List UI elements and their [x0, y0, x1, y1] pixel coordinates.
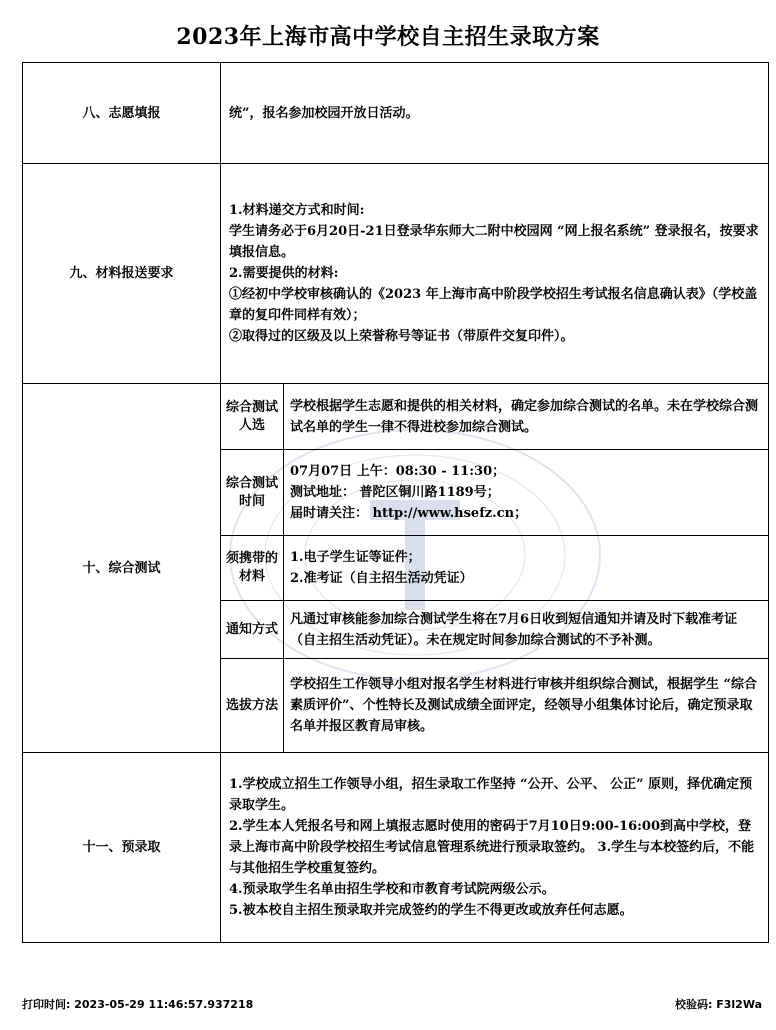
section-label-9: 九、材料报送要求 — [23, 164, 221, 384]
sub-label-candidates: 综合测试人选 — [221, 384, 284, 450]
s9-line: 1.材料递交方式和时间: — [229, 203, 365, 218]
check-code-value: F3l2Wa — [716, 998, 762, 1011]
check-code-label: 校验码: — [674, 998, 713, 1011]
sub-label-selection: 选拔方法 — [221, 659, 284, 753]
section-label-8: 八、志愿填报 — [23, 63, 221, 164]
print-time-value: 2023-05-29 11:46:57.937218 — [74, 998, 254, 1011]
material-line: 2.准考证（自主招生活动凭证） — [290, 571, 473, 586]
sub-content-time — [284, 450, 769, 536]
admission-plan-table — [22, 62, 769, 943]
s9-line: ①经初中学校审核确认的《2023 年上海市高中阶段学校招生考试报名信息确认表》（学校盖章的复印件同样有效）； — [229, 287, 758, 323]
sub-content-selection: 学校招生工作领导小组对报名学生材料进行审核并组织综合测试，根据学生 “综合素质评价”、个性特长及测试成绩全面评定，经领导小组集体讨论后，确定预录取名单并报区教育局审核。 — [284, 659, 769, 753]
sub-content-materials — [284, 536, 769, 601]
section-content-11 — [221, 753, 769, 943]
s11-line: 2.学生本人凭报名号和网上填报志愿时使用的密码于7月10日9:00-16:00到高中学校，登录上海市高中阶段学校招生考试信息管理系统进行预录取签约。 3.学生与本校签约后，不能与其他招生学校重复签约。 — [229, 819, 755, 876]
address-line: 测试地址： 普陀区铜川路1189号； — [290, 485, 500, 500]
section-row-9 — [23, 164, 769, 384]
s9-line: ②取得过的区级及以上荣誉称号等证书（带原件交复印件）。 — [229, 329, 574, 344]
s11-line: 5.被本校自主招生预录取并完成签约的学生不得更改或放弃任何志愿。 — [229, 903, 633, 918]
check-code — [675, 996, 762, 1012]
section-content-8: 统”，报名参加校园开放日活动。 — [221, 63, 769, 164]
s11-line: 4.预录取学生名单由招生学校和市教育考试院两级公示。 — [229, 882, 555, 897]
s9-line: 2.需要提供的材料: — [229, 266, 339, 281]
sub-label-materials: 须携带的材料 — [221, 536, 284, 601]
s9-line: 学生请务必于6月20日-21日登录华东师大二附中校园网 “网上报名系统” 登录报名，按要求填报信息。 — [229, 224, 759, 260]
section-row-11 — [23, 753, 769, 943]
section-content-9 — [221, 164, 769, 384]
section-label-11: 十一、预录取 — [23, 753, 221, 943]
page-title: 2023年上海市高中学校自主招生录取方案 — [176, 24, 600, 50]
sub-content-candidates: 学校根据学生志愿和提供的相关材料，确定参加综合测试的名单。未在学校综合测试名单的学生一律不得进校参加综合测试。 — [284, 384, 769, 450]
s11-line: 1.学校成立招生工作领导小组，招生录取工作坚持 “公开、公平、 公正” 原则，择优确定预录取学生。 — [229, 777, 753, 813]
website-line[interactable]: 届时请关注： http://www.hsefz.cn； — [290, 506, 528, 521]
print-time — [22, 996, 253, 1012]
section-label-10: 十、综合测试 — [23, 384, 221, 753]
section-row-8 — [23, 63, 769, 164]
time-line: 07月07日 上午：08:30 - 11:30； — [290, 464, 506, 479]
sub-label-notice: 通知方式 — [221, 601, 284, 659]
section-row-10-a — [23, 384, 769, 450]
sub-content-notice: 凡通过审核能参加综合测试学生将在7月6日收到短信通知并请及时下载准考证（自主招生活动凭证）。未在规定时间参加综合测试的不予补测。 — [284, 601, 769, 659]
material-line: 1.电子学生证等证件； — [290, 550, 421, 565]
sub-label-time: 综合测试时间 — [221, 450, 284, 536]
print-time-label: 打印时间: — [22, 998, 71, 1011]
